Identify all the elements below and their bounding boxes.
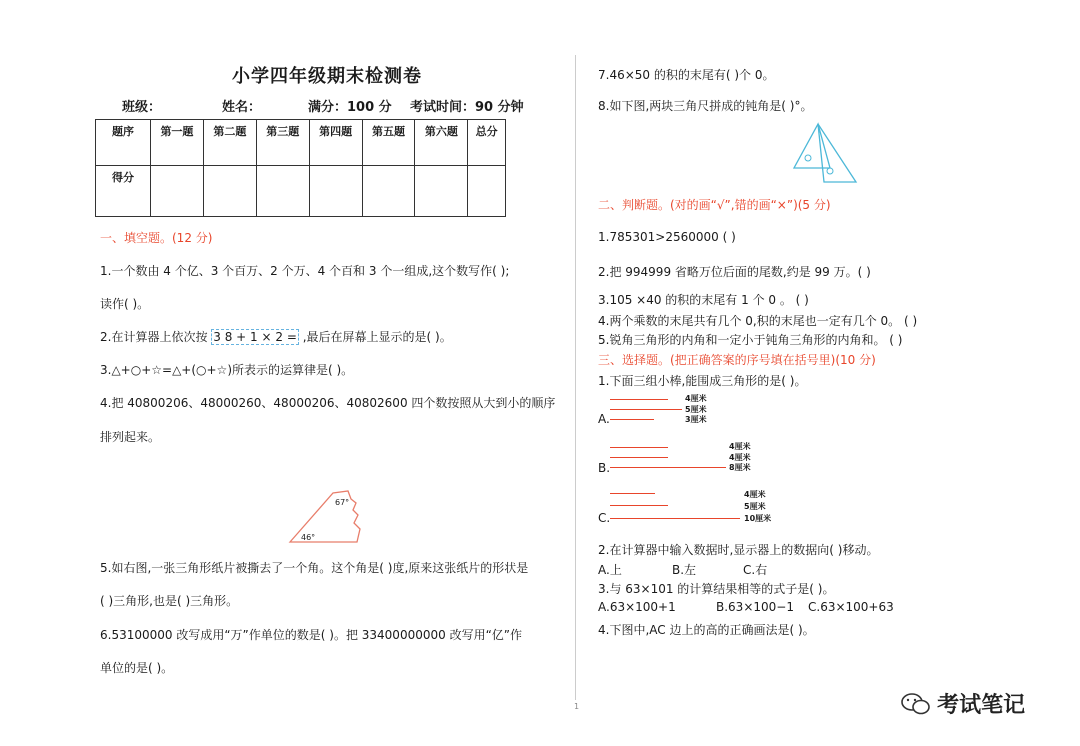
exam-time: 考试时间：90 分钟 bbox=[410, 100, 524, 115]
header-cell: 第五题 bbox=[362, 120, 415, 166]
stick bbox=[610, 399, 668, 400]
stick-length: 4厘米 bbox=[729, 442, 751, 451]
stick bbox=[610, 467, 726, 468]
choice-3-option-c: C.63×100+63 bbox=[808, 600, 894, 614]
question-1b: 读作( )。 bbox=[100, 297, 150, 311]
score-cell[interactable] bbox=[309, 166, 362, 217]
question-3: 3.△+○+☆=△+(○+☆)所表示的运算律是( )。 bbox=[100, 363, 354, 377]
stick bbox=[610, 447, 668, 448]
question-2 bbox=[100, 328, 452, 345]
choice-4: 4.下图中,AC 边上的高的正确画法是( )。 bbox=[598, 623, 815, 637]
watermark bbox=[900, 688, 1025, 719]
score-cell[interactable] bbox=[362, 166, 415, 217]
score-cell[interactable] bbox=[256, 166, 309, 217]
page-number: 1 bbox=[574, 702, 580, 711]
stick-length: 5厘米 bbox=[685, 405, 707, 414]
angle-46-label: 46° bbox=[301, 533, 316, 542]
judge-3: 3.105 ×40 的积的末尾有 1 个 0 。 ( ) bbox=[598, 293, 809, 307]
question-8: 8.如下图,两块三角尺拼成的钝角是( )°。 bbox=[598, 99, 813, 113]
question-4a: 4.把 40800206、48000260、48000206、40802600 四个数按照从大到小的顺序 bbox=[100, 396, 556, 410]
question-6a: 6.53100000 改写成用“万”作单位的数是( )。把 33400000000 改写用“亿”作 bbox=[100, 628, 522, 642]
choice-2-option-c: C.右 bbox=[743, 563, 768, 577]
row-label-score: 得分 bbox=[96, 166, 151, 217]
page-title: 小学四年级期末检测卷 bbox=[232, 66, 422, 87]
score-cell[interactable] bbox=[468, 166, 506, 217]
header-cell: 第三题 bbox=[256, 120, 309, 166]
wechat-icon bbox=[900, 691, 932, 717]
torn-triangle-figure bbox=[285, 485, 370, 545]
calculator-keys: 3 8 + 1 × 2 = bbox=[213, 330, 297, 344]
header-cell: 总分 bbox=[468, 120, 506, 166]
option-a-label: A. bbox=[598, 412, 610, 426]
question-2-post: ,最后在屏幕上显示的是( )。 bbox=[302, 330, 452, 344]
question-4b: 排列起来。 bbox=[100, 430, 161, 444]
page-divider bbox=[575, 55, 576, 700]
stick-length: 4厘米 bbox=[685, 394, 707, 403]
judge-1: 1.785301>2560000 ( ) bbox=[598, 230, 736, 244]
header-cell: 第一题 bbox=[151, 120, 204, 166]
question-6b: 单位的是( )。 bbox=[100, 661, 174, 675]
question-7: 7.46×50 的积的末尾有( )个 0。 bbox=[598, 68, 775, 82]
stick-length: 4厘米 bbox=[729, 453, 751, 462]
section-1-heading: 一、填空题。(12 分) bbox=[100, 231, 213, 245]
stick bbox=[610, 493, 655, 494]
stick bbox=[610, 419, 654, 420]
section-2-heading: 二、判断题。(对的画“√”,错的画“×”)(5 分) bbox=[598, 198, 831, 212]
score-cell[interactable] bbox=[203, 166, 256, 217]
stick-length: 8厘米 bbox=[729, 463, 751, 472]
choice-3: 3.与 63×101 的计算结果相等的式子是( )。 bbox=[598, 582, 835, 596]
judge-5: 5.锐角三角形的内角和一定小于钝角三角形的内角和。 ( ) bbox=[598, 333, 903, 347]
header-cell: 第二题 bbox=[203, 120, 256, 166]
stick-length: 5厘米 bbox=[744, 502, 766, 511]
angle-67-label: 67° bbox=[335, 498, 350, 507]
stick-length: 3厘米 bbox=[685, 415, 707, 424]
choice-3-option-b: B.63×100−1 bbox=[716, 600, 794, 614]
question-5a: 5.如右图,一张三角形纸片被撕去了一个角。这个角是( )度,原来这张纸片的形状是 bbox=[100, 561, 529, 575]
header-cell: 第四题 bbox=[309, 120, 362, 166]
set-square-figure bbox=[790, 120, 860, 188]
option-c-label: C. bbox=[598, 511, 611, 525]
header-cell: 题序 bbox=[96, 120, 151, 166]
score-cell[interactable] bbox=[415, 166, 468, 217]
watermark-text: 考试笔记 bbox=[937, 693, 1026, 718]
question-2-pre: 2.在计算器上依次按 bbox=[100, 330, 208, 344]
question-5b: ( )三角形,也是( )三角形。 bbox=[100, 594, 239, 608]
choice-2-option-a: A.上 bbox=[598, 563, 622, 577]
stick bbox=[610, 409, 682, 410]
stick bbox=[610, 457, 668, 458]
score-table bbox=[95, 119, 506, 217]
choice-2: 2.在计算器中输入数据时,显示器上的数据向( )移动。 bbox=[598, 543, 879, 557]
name-label: 姓名： bbox=[222, 100, 262, 115]
judge-4: 4.两个乘数的末尾共有几个 0,积的末尾也一定有几个 0。 ( ) bbox=[598, 314, 918, 328]
question-1a: 1.一个数由 4 个亿、3 个百万、2 个万、4 个百和 3 个一组成,这个数写作( ); bbox=[100, 264, 510, 278]
section-3-heading: 三、选择题。(把正确答案的序号填在括号里)(10 分) bbox=[598, 353, 876, 367]
choice-2-option-b: B.左 bbox=[672, 563, 697, 577]
full-score: 满分：100 分 bbox=[308, 100, 392, 115]
score-cell[interactable] bbox=[151, 166, 204, 217]
choice-3-option-a: A.63×100+1 bbox=[598, 600, 676, 614]
stick bbox=[610, 505, 668, 506]
stick bbox=[610, 518, 740, 519]
option-b-label: B. bbox=[598, 461, 611, 475]
header-cell: 第六题 bbox=[415, 120, 468, 166]
stick-length: 4厘米 bbox=[744, 490, 766, 499]
stick-length: 10厘米 bbox=[744, 514, 772, 523]
class-label: 班级： bbox=[122, 100, 162, 115]
judge-2: 2.把 994999 省略万位后面的尾数,约是 99 万。( ) bbox=[598, 265, 871, 279]
choice-1: 1.下面三组小棒,能围成三角形的是( )。 bbox=[598, 374, 807, 388]
